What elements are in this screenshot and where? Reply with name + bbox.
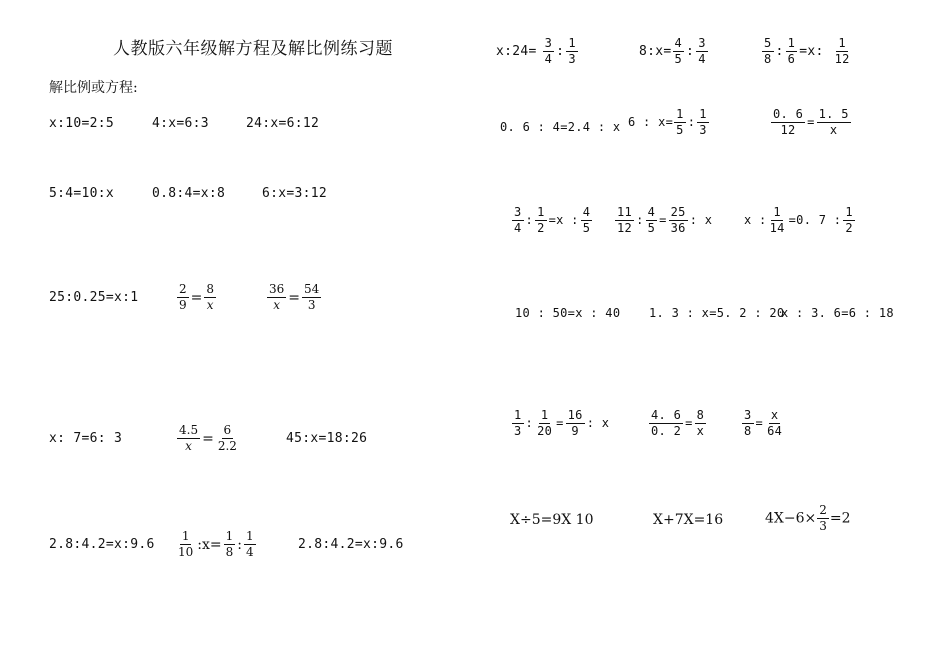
- operator: =2: [829, 510, 851, 527]
- problem-l4-2: [176, 424, 240, 453]
- operator: =: [807, 115, 815, 129]
- fraction: [176, 530, 195, 559]
- numerator: 25: [670, 205, 686, 219]
- numerator: 6: [223, 423, 232, 437]
- numerator: 3: [698, 36, 706, 50]
- denominator: 3: [819, 519, 827, 533]
- numerator: 11: [617, 205, 633, 219]
- fraction: [768, 206, 787, 235]
- fraction: [762, 37, 774, 66]
- problem-l5-3: 2.8:4.2=x:9.6: [298, 537, 404, 552]
- problem-r3-1: [511, 206, 593, 235]
- numerator: 1: [845, 205, 853, 219]
- operator: =: [685, 416, 693, 430]
- denominator: 8: [764, 52, 772, 66]
- fraction: [695, 409, 707, 438]
- denominator: 3: [307, 298, 316, 312]
- fraction: [697, 108, 709, 137]
- numerator: 16: [567, 408, 583, 422]
- fraction: [512, 206, 524, 235]
- fraction: [742, 409, 754, 438]
- denominator: 9: [571, 424, 579, 438]
- numerator: 1: [699, 107, 707, 121]
- numerator: 1: [225, 529, 234, 543]
- fraction: [543, 37, 555, 66]
- denominator: 5: [674, 52, 683, 66]
- problem-r1-1: [496, 37, 579, 66]
- fraction: [674, 108, 686, 137]
- problem-r1-2: [639, 37, 709, 66]
- fraction: [833, 37, 852, 66]
- problem-r1-3: [761, 37, 853, 66]
- denominator: 4: [698, 52, 706, 66]
- operator: : x: [586, 416, 610, 430]
- expression: 4X−6×: [765, 510, 817, 527]
- denominator: x: [273, 298, 281, 312]
- operator: =: [556, 416, 564, 430]
- numerator: 2: [179, 282, 187, 296]
- operator: :: [687, 115, 696, 129]
- expression: x :: [744, 213, 767, 227]
- problem-r6-2: X+7X=16: [653, 512, 724, 528]
- fraction: [696, 37, 708, 66]
- denominator: 8: [225, 545, 234, 559]
- numerator: 4. 6: [651, 408, 682, 422]
- numerator: 3: [544, 36, 553, 50]
- problem-l2-1: 5:4=10:x: [49, 186, 115, 201]
- operator: =: [755, 416, 764, 430]
- denominator: 12: [617, 221, 633, 235]
- fraction: [817, 504, 829, 533]
- denominator: 36: [670, 221, 686, 235]
- problem-l3-3: [266, 283, 322, 312]
- problem-l1-1: x:10=2:5: [49, 116, 115, 131]
- denominator: 10: [178, 545, 194, 559]
- numerator: 3: [744, 408, 752, 422]
- fraction: [615, 206, 634, 235]
- fraction: [267, 283, 286, 312]
- denominator: 3: [514, 424, 522, 438]
- denominator: x: [696, 424, 705, 438]
- operator: :: [556, 44, 565, 59]
- problem-r3-2: [614, 206, 713, 235]
- denominator: x: [206, 298, 214, 312]
- fraction: [244, 530, 256, 559]
- fraction: [512, 409, 524, 438]
- operator: =x:: [799, 44, 824, 59]
- fraction: [177, 424, 200, 453]
- problem-l5-2: [175, 530, 257, 559]
- numerator: 1: [838, 36, 846, 50]
- operator: :x=: [197, 536, 222, 553]
- numerator: 54: [304, 282, 320, 296]
- operator: :: [686, 44, 695, 59]
- denominator: 4: [245, 545, 254, 559]
- denominator: 4: [514, 221, 522, 235]
- problem-r6-1: X÷5=9X 10: [510, 512, 594, 528]
- numerator: 1: [676, 107, 684, 121]
- fraction: [581, 206, 593, 235]
- operator: :: [525, 213, 534, 227]
- operator: :: [636, 213, 644, 227]
- denominator: 12: [834, 52, 850, 66]
- fraction: [535, 206, 547, 235]
- numerator: 1: [540, 408, 549, 422]
- page-title: 人教版六年级解方程及解比例练习题: [113, 39, 393, 59]
- operator: :: [525, 416, 534, 430]
- problem-l2-2: 0.8:4=x:8: [152, 186, 226, 201]
- numerator: 1: [181, 529, 190, 543]
- problem-l4-3: 45:x=18:26: [286, 431, 368, 446]
- denominator: 2.2: [217, 439, 237, 453]
- numerator: 1: [514, 408, 522, 422]
- fraction: [566, 409, 585, 438]
- fraction: [177, 283, 189, 312]
- fraction: [673, 37, 685, 66]
- denominator: 3: [699, 123, 707, 137]
- operator: =: [202, 430, 214, 447]
- denominator: 8: [744, 424, 752, 438]
- operator: :: [775, 44, 784, 59]
- operator: =: [288, 289, 301, 306]
- problem-r4-1: 10 : 50=x : 40: [515, 306, 621, 320]
- fraction: [566, 37, 578, 66]
- fraction: [646, 206, 658, 235]
- problem-r2-2: [628, 108, 710, 137]
- numerator: 4: [647, 205, 656, 219]
- numerator: 1: [568, 36, 576, 50]
- denominator: 12: [780, 123, 796, 137]
- denominator: 14: [769, 221, 785, 235]
- operator: =0. 7 :: [788, 213, 842, 227]
- numerator: 1. 5: [818, 107, 849, 121]
- problem-l1-2: 4:x=6:3: [152, 116, 209, 131]
- fraction: [765, 409, 784, 438]
- operator: : x: [689, 213, 713, 227]
- denominator: 20: [537, 424, 553, 438]
- fraction: [302, 283, 321, 312]
- denominator: 2: [845, 221, 853, 235]
- numerator: 4: [674, 36, 683, 50]
- section-heading: 解比例或方程:: [49, 80, 138, 96]
- fraction: [204, 283, 216, 312]
- numerator: 1: [245, 529, 254, 543]
- operator: =: [190, 289, 203, 306]
- numerator: 4.5: [179, 423, 199, 437]
- numerator: 5: [764, 36, 772, 50]
- denominator: 5: [647, 221, 656, 235]
- numerator: 8: [206, 282, 215, 296]
- expression: 8:x=: [639, 44, 672, 59]
- numerator: 3: [514, 205, 522, 219]
- problem-r6-3: [765, 504, 851, 533]
- denominator: 5: [676, 123, 684, 137]
- problem-l2-3: 6:x=3:12: [262, 186, 328, 201]
- problem-r4-3: x : 3. 6=6 : 18: [781, 306, 894, 320]
- fraction: [669, 206, 688, 235]
- numerator: 36: [269, 282, 285, 296]
- denominator: 0. 2: [651, 424, 682, 438]
- fraction: [786, 37, 798, 66]
- numerator: 8: [696, 408, 705, 422]
- denominator: 4: [544, 52, 553, 66]
- numerator: 1: [787, 36, 796, 50]
- problem-r3-3: [744, 206, 856, 235]
- numerator: 1: [537, 205, 545, 219]
- fraction: [843, 206, 855, 235]
- problem-l1-3: 24:x=6:12: [246, 116, 320, 131]
- fraction: [535, 409, 554, 438]
- problem-l5-1: 2.8:4.2=x:9.6: [49, 537, 155, 552]
- fraction: [224, 530, 236, 559]
- numerator: 2: [819, 503, 827, 517]
- denominator: 9: [179, 298, 187, 312]
- denominator: 2: [537, 221, 545, 235]
- numerator: x: [770, 408, 779, 422]
- problem-l3-2: [176, 283, 217, 312]
- numerator: 0. 6: [773, 107, 804, 121]
- denominator: x: [829, 123, 838, 137]
- operator: =: [659, 213, 667, 227]
- problem-r2-1: 0. 6 : 4=2.4 : x: [500, 120, 621, 134]
- expression: x:24=: [496, 44, 537, 59]
- denominator: x: [185, 439, 192, 453]
- denominator: 5: [582, 221, 591, 235]
- denominator: 6: [787, 52, 796, 66]
- problem-r5-2: [648, 409, 707, 438]
- denominator: 64: [767, 424, 783, 438]
- expression: 6 : x=: [628, 115, 674, 129]
- problem-r4-2: 1. 3 : x=5. 2 : 20: [649, 306, 785, 320]
- fraction: [649, 409, 683, 438]
- problem-l3-1: 25:0.25=x:1: [49, 290, 139, 305]
- problem-r2-3: [770, 108, 852, 137]
- problem-r5-3: [741, 409, 785, 438]
- numerator: 4: [582, 205, 591, 219]
- operator: =x :: [548, 213, 579, 227]
- fraction: [216, 424, 239, 453]
- fraction: [817, 108, 851, 137]
- operator: :: [237, 536, 242, 553]
- problem-l4-1: x: 7=6: 3: [49, 431, 123, 446]
- fraction: [771, 108, 805, 137]
- numerator: 1: [773, 205, 781, 219]
- denominator: 3: [568, 52, 576, 66]
- problem-r5-1: [511, 409, 610, 438]
